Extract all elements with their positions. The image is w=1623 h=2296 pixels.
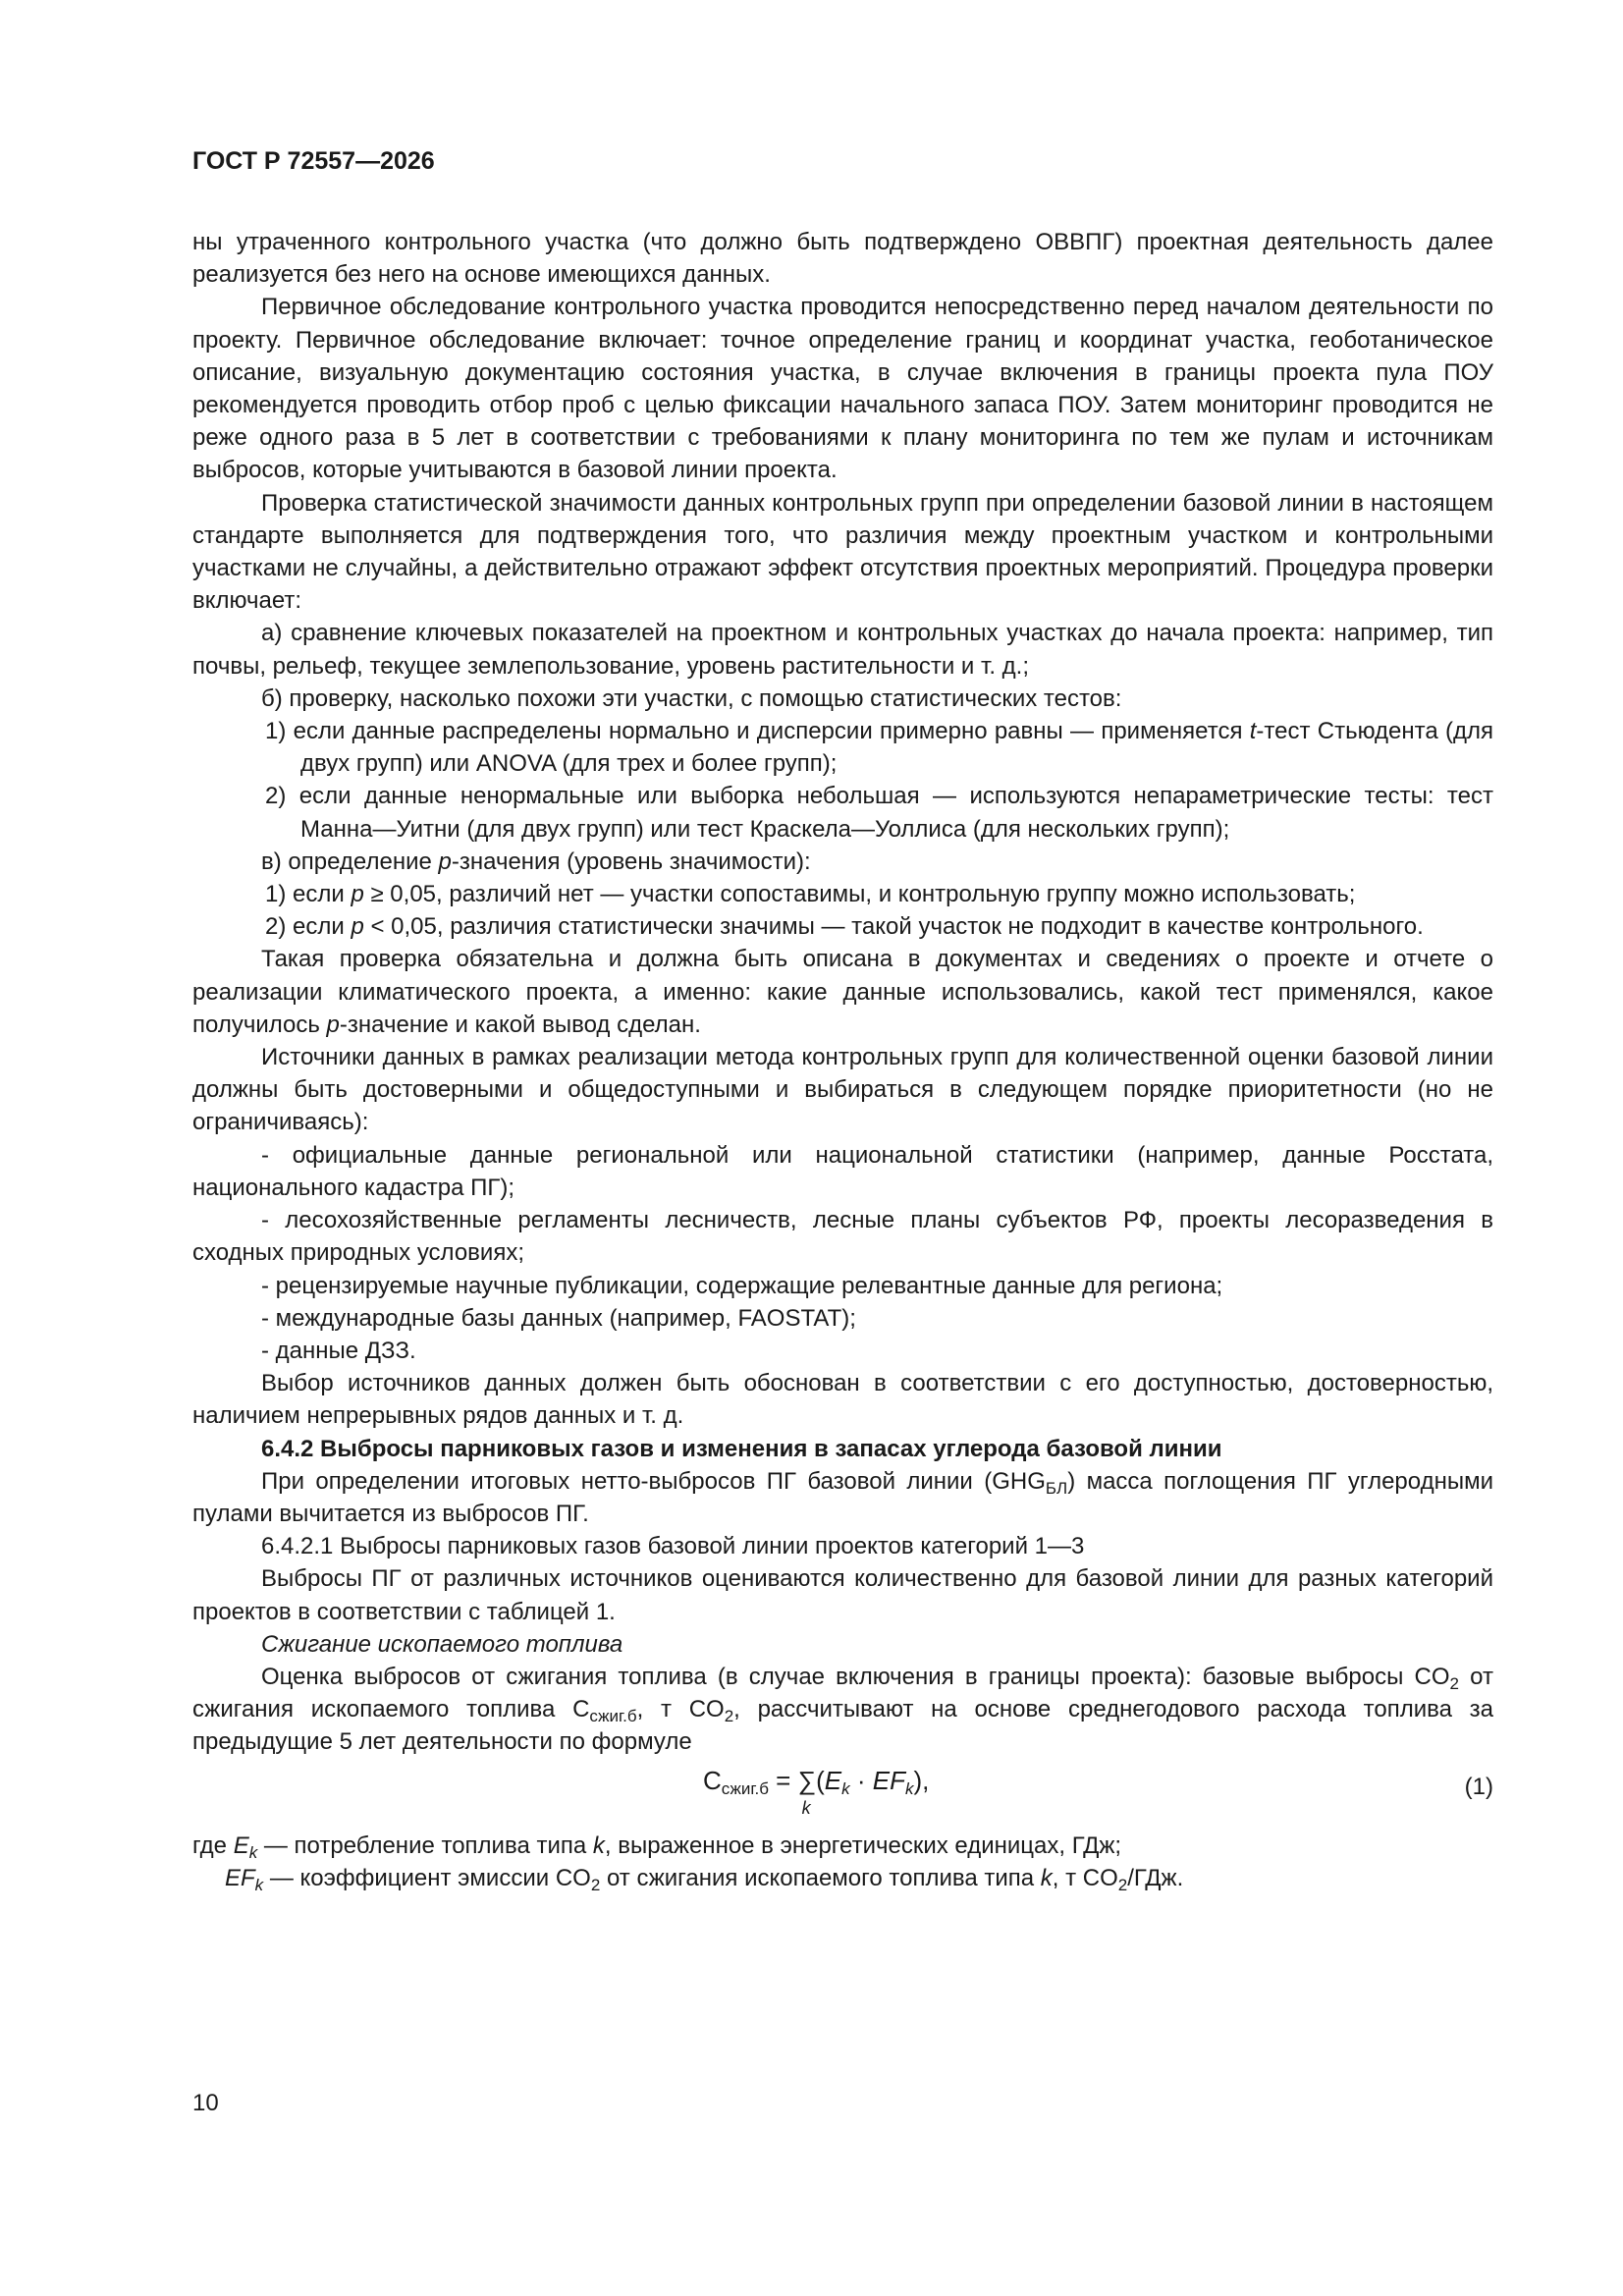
paragraph: Источники данных в рамках реализации метода контрольных групп для количественной оценки базовой линии должны быть достоверными и общедоступными и выбираться в следующем порядке приоритетности (но не ограничиваясь): [192,1044,1493,1136]
document-header: ГОСТ Р 72557—2026 [192,147,435,175]
section-heading: 6.4.2 Выбросы парниковых газов и изменения в запасах углерода базовой линии [261,1435,1222,1462]
document-body [192,226,1493,1894]
paragraph: Выбросы ПГ от различных источников оцениваются количественно для базовой линии для разных категорий проектов в соответствии с таблицей 1. [192,1565,1493,1625]
list-item: б) проверку, насколько похожи эти участки, с помощью статистических тестов: [261,684,1122,712]
subsection-heading: 6.4.2.1 Выбросы парниковых газов базовой линии проектов категорий 1—3 [261,1533,1085,1560]
formula-definitions [192,1830,1493,1894]
italic-subheading: Сжигание ископаемого топлива [261,1630,623,1658]
list-item: - данные ДЗЗ. [261,1337,416,1364]
list-item: а) сравнение ключевых показателей на проектном и контрольных участках до начала проекта: например, тип почвы, рельеф, текущее землепользование, уровень растительности и т. д.; [192,620,1493,680]
list-item: - лесохозяйственные регламенты лесничеств, лесные планы субъектов РФ, проекты лесоразведения в сходных природных условиях; [192,1207,1493,1267]
paragraph: Первичное обследование контрольного участка проводится непосредственно перед началом деятельности по проекту. Первичное обследование включает: точное определение границ и координат участка, геоботаническое описание, визуальную документацию состояния участка, в случае включения в границы проекта пула ПОУ рекомендуется проводить отбор проб с целью фиксации начального запаса ПОУ. Затем мониторинг проводится не реже одного раза в 5 лет в соответствии с требованиями к плану мониторинга по тем же пулам и источникам выбросов, которые учитываются в базовой линии проекта. [192,294,1493,484]
page-number: 10 [192,2090,219,2116]
sum-symbol: ∑ k [797,1765,817,1818]
list-item: - официальные данные региональной или национальной статистики (например, данные Росстата, национального кадастра ПГ); [192,1141,1493,1201]
formula-number: (1) [1464,1773,1493,1800]
list-item: 2) если данные ненормальные или выборка небольшая — используются непараметрические тесты: тест Манна—Уитни (для двух групп) или тест Краскела—Уоллиса (для нескольких групп); [265,783,1493,843]
list-item: - рецензируемые научные публикации, содержащие релевантные данные для региона; [261,1272,1223,1299]
formula-expression: $С_{сжиг.б}$ = ∑ k $(E_k \cdot EF_k)$, [703,1765,930,1818]
paragraph: Оценка выбросов от сжигания топлива (в случае включения в границы проекта): базовые выбросы $CO_2$ от сжигания ископаемого топлива $С_{сжиг.б}$, т $CO_2$, рассчитывают на основе среднегодового расхода топлива за предыдущие 5 лет деятельности по формуле [192,1663,1494,1756]
paragraph: Выбор источников данных должен быть обоснован в соответствии с его доступностью, достоверностью, наличием непрерывных рядов данных и т. д. [192,1370,1493,1430]
formula [192,1759,1493,1822]
paragraph: При определении итоговых нетто-выбросов ПГ базовой линии $(GHG_{БЛ})$ масса поглощения ПГ углеродными пулами вычитается из выбросов ПГ. [192,1467,1494,1527]
paragraph: Проверка статистической значимости данных контрольных групп при определении базовой линии в настоящем стандарте выполняется для подтверждения того, что различия между проектным участком и контрольными участками не случайны, а действительно отражают эффект отсутствия проектных мероприятий. Процедура проверки включает: [192,489,1493,615]
definition-item: где $E_k$ — потребление топлива типа k, выраженное в энергетических единицах, ГДж; [192,1831,1122,1862]
list-item: - международные базы данных (например, FAOSTAT); [261,1304,856,1332]
list-item: в) определение p-значения (уровень значимости): [261,847,811,875]
list-item: 2) если p < 0,05, различия статистически значимы — такой участок не подходит в качестве контрольного. [265,913,1424,941]
list-item: 1) если p ≥ 0,05, различий нет — участки сопоставимы, и контрольную группу можно использовать; [265,881,1356,908]
paragraph: Такая проверка обязательна и должна быть описана в документах и сведениях о проекте и отчете о реализации климатического проекта, а именно: какие данные использовались, какой тест применялся, какое получилось p-значение и какой вывод сделан. [192,946,1493,1038]
definition-item: $EF_k$ — коэффициент эмиссии $CO_2$ от сжигания ископаемого топлива типа k, т $CO_2$/ГДж. [225,1864,1184,1894]
paragraph: ны утраченного контрольного участка (что должно быть подтверждено ОВВПГ) проектная деятельность далее реализуется без него на основе имеющихся данных. [192,229,1493,289]
list-item: 1) если данные распределены нормально и дисперсии примерно равны — применяется t-тест Стьюдента (для двух групп) или ANOVA (для трех и более групп); [265,718,1493,778]
